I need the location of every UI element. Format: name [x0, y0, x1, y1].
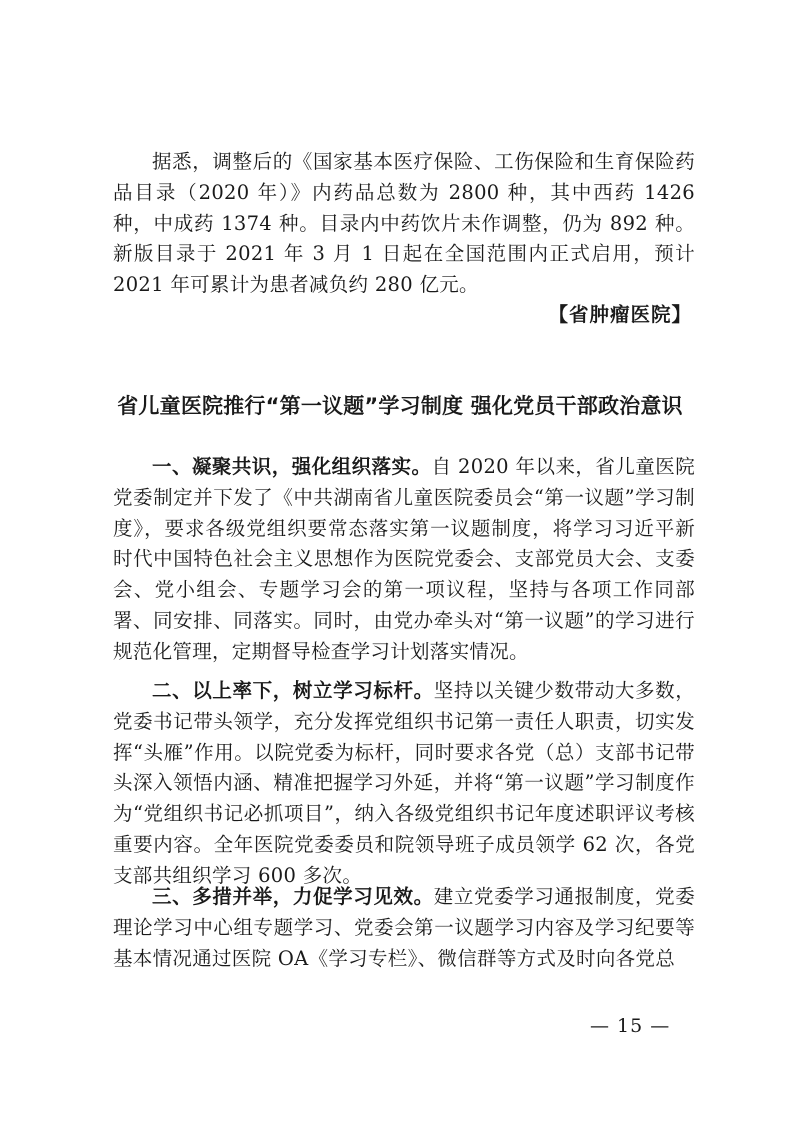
section-2-body: 坚持以关键少数带动大多数，党委书记带头领学，充分发挥党组织书记第一责任人职责，切实发挥“头雁”作用。以院党委为标杆，同时要求各党（总）支部书记带头深入领悟内涵、精准把握学习外延，并将“第一议题”学习制度作为“党组织书记必抓项目”，纳入各级党组织书记年度述职评议考核重要内容。全年医院党委委员和院领导班子成员领学 62 次，各党支部共组织学习 600 多次。 — [113, 679, 695, 887]
article1-paragraph: 据悉，调整后的《国家基本医疗保险、工伤保险和生育保险药品目录（2020 年）》内药品总数为 2800 种，其中西药 1426 种，中成药 1374 种。目录内中药饮片未作调整，仍为 892 种。新版目录于 2021 年 3 月 1 日起在全国范围内正式启用，预计 2021 年可累计为患者减负约 280 亿元。 — [113, 150, 695, 297]
section-1-body: 自 2020 年以来，省儿童医院党委制定并下发了《中共湖南省儿童医院委员会“第一议题”学习制度》，要求各级党组织要常态落实第一议题制度，将学习习近平新时代中国特色社会主义思想作为医院党委会、支部党员大会、支委会、党小组会、专题学习会的第一项议程，坚持与各项工作同部署、同安排、同落实。同时，由党办牵头对“第一议题”的学习进行规范化管理，定期督导检查学习计划落实情况。 — [113, 455, 696, 663]
article2-section-1 — [113, 452, 695, 668]
section-1-heading: 一、凝聚共识，强化组织落实。 — [152, 455, 432, 478]
page-number: — 15 — — [590, 1015, 671, 1037]
section-2-heading: 二、以上率下，树立学习标杆。 — [152, 679, 434, 702]
article2-section-2 — [113, 676, 695, 892]
article1-source: 【省肿瘤医院】 — [548, 303, 692, 326]
article2-section-3 — [113, 882, 695, 974]
section-3-body: 建立党委学习通报制度，党委理论学习中心组专题学习、党委会第一议题学习内容及学习纪要等基本情况通过医院 OA《学习专栏》、微信群等方式及时向各党总 — [113, 885, 695, 970]
section-3-heading: 三、多措并举，力促学习见效。 — [152, 885, 434, 908]
article2-title: 省儿童医院推行“第一议题”学习制度 强化党员干部政治意识 — [117, 394, 683, 418]
